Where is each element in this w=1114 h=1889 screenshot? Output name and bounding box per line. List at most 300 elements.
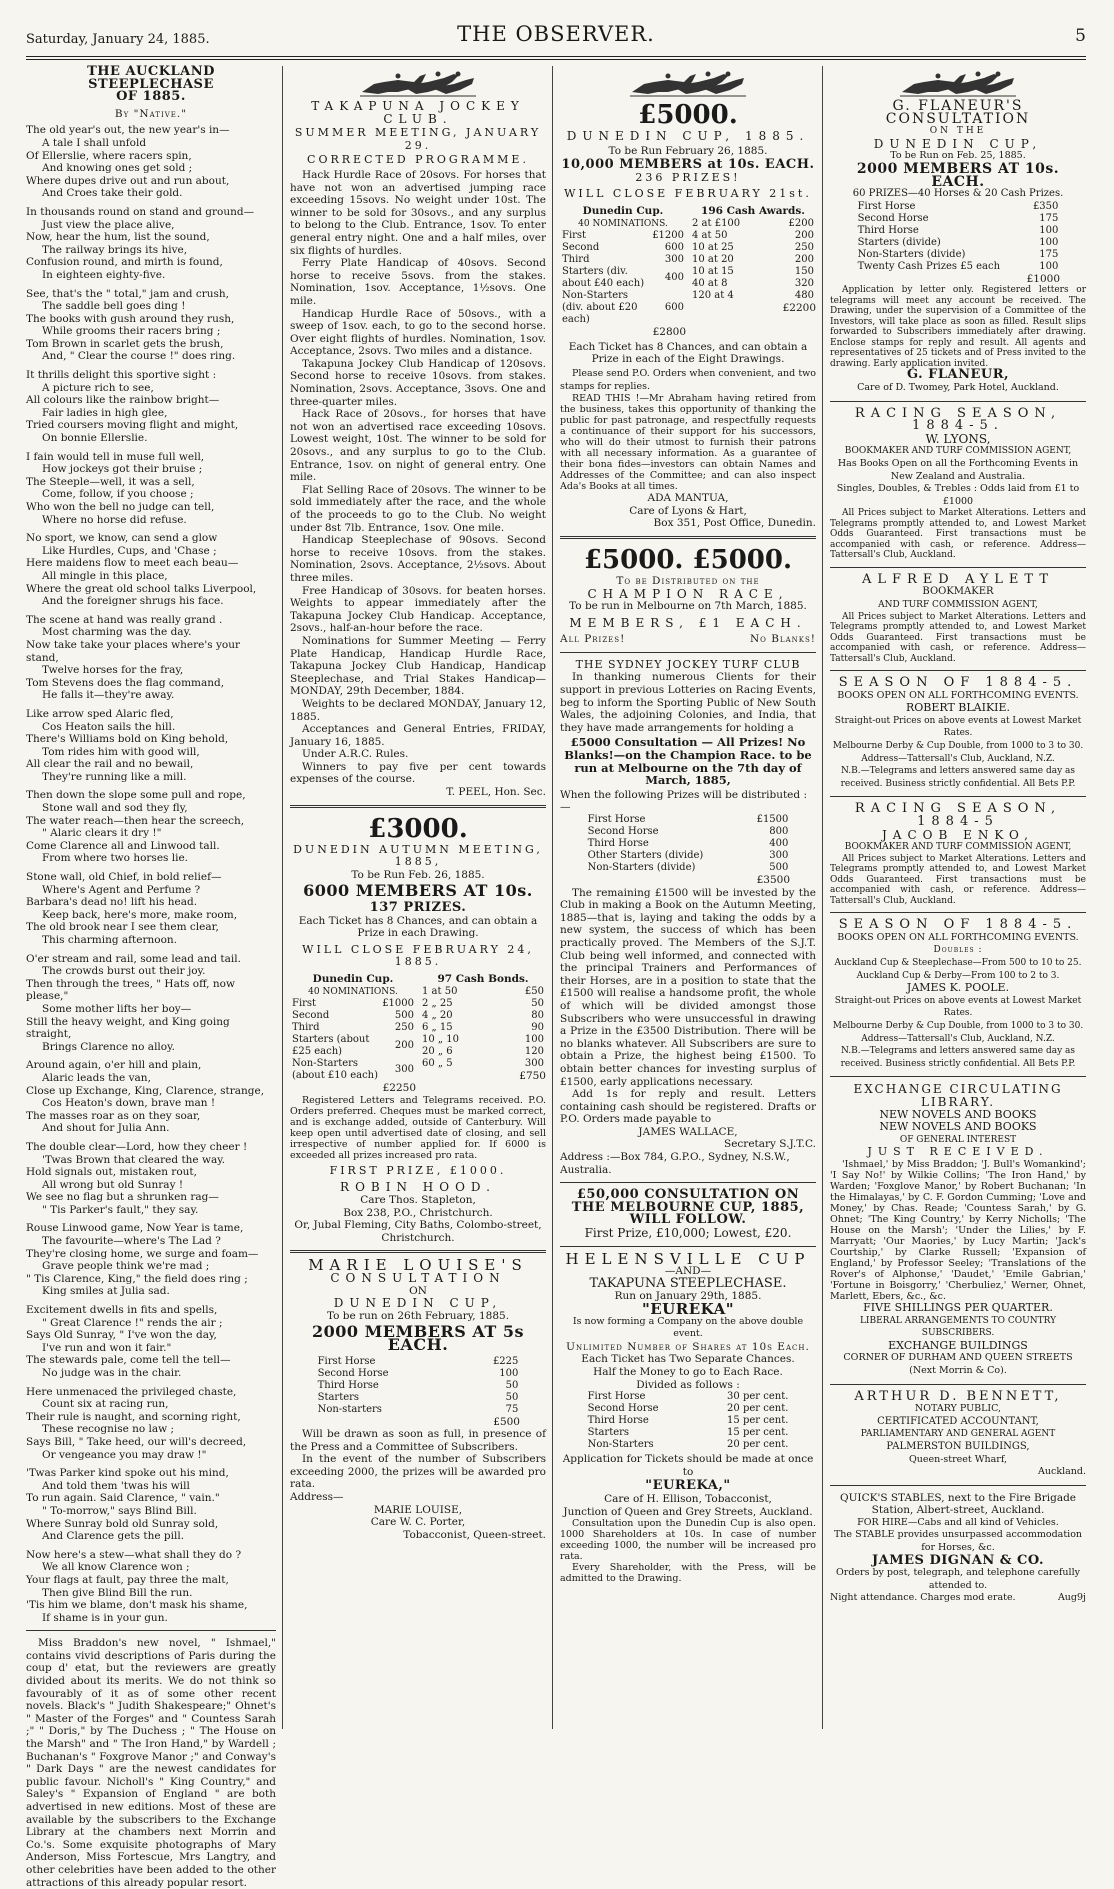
row-value: 200 <box>394 1040 414 1052</box>
table-row <box>560 242 686 254</box>
row-label: Third <box>292 1022 320 1034</box>
poem-line: " Alaric clears it dry !" <box>42 827 162 840</box>
cup-total: £2250 <box>382 1082 416 1095</box>
awards-table <box>690 218 816 302</box>
row-label: 10 at 25 <box>692 241 734 253</box>
poem-line: A tale I shall unfold <box>42 136 147 149</box>
row-label: Third <box>562 254 590 266</box>
prizes-137: 137 PRIZES. <box>369 900 467 916</box>
ml-address-label: Address— <box>290 1491 344 1504</box>
dunedin-cup-label: DUNEDIN CUP, <box>333 1296 503 1311</box>
column-divider <box>282 66 283 1729</box>
poem-line: See, that's the " total," jam and crush, <box>26 287 229 300</box>
race-notes <box>290 635 546 786</box>
cup-table <box>560 230 686 326</box>
poem-line: Here unmenaced the privileged chaste, <box>26 1385 237 1398</box>
sydney-when: When the following Prizes will be distributed :— <box>560 788 807 814</box>
members-6000: 6000 MEMBERS AT 10s. <box>303 881 533 901</box>
poem-byline: By "Native." <box>114 107 188 120</box>
table-row <box>316 1380 521 1392</box>
row-label: First <box>292 998 317 1010</box>
poem-line: Then give Blind Bill the run. <box>42 1586 193 1599</box>
row-label: 40 at 8 <box>692 277 728 289</box>
divider <box>830 567 1086 568</box>
season-2: SEASON OF 1884-5. <box>838 917 1078 933</box>
books-open-2: BOOKS OPEN ON ALL FORTHCOMING EVENTS. <box>837 931 1079 943</box>
table-row <box>690 242 816 254</box>
ml-prize-table <box>316 1356 521 1416</box>
table-row <box>586 850 791 862</box>
row-value: £350 <box>1032 200 1059 212</box>
champion-race: CHAMPION RACE, <box>587 586 789 601</box>
divider <box>560 1182 816 1183</box>
row-label: Non-Starters (divide) <box>857 248 966 260</box>
robin-alt: Or, Jubal Fleming, City Baths, Colombo-street, Christchurch. <box>294 1219 542 1244</box>
row-label: 2 „ 25 <box>422 997 453 1009</box>
poem-line: Some mother lifts her boy— <box>42 1002 192 1015</box>
table-row <box>856 261 1061 273</box>
poem-line: Who won the bell no judge can tell, <box>26 501 215 513</box>
table-row <box>690 266 816 278</box>
poem-line: All wrong but old Sunray ! <box>42 1178 184 1191</box>
row-label: 4 at 50 <box>692 229 728 241</box>
poem-line: King smiles at Julia sad. <box>42 1285 170 1298</box>
enko-prices: All Prices subject to Market Alterations. Letters and Telegrams promptly attended to, and Lowest Market Odds Guaranteed. First transactions must be accompanied with cash, or reference. Address—Tattersall's Club, Auckland. <box>830 853 1086 906</box>
row-value: 80 <box>531 1009 544 1021</box>
row-label: Second <box>292 1010 330 1022</box>
poem-line: Where's Agent and Perfume ? <box>42 883 201 896</box>
divider <box>290 805 546 808</box>
race-entry: Hack Race of 20sovs., for horses that have not won an advertised race exceeding 10sovs. Lowest weight, 10st. The winner to be sold for 20sovs., and any surplus to go to the Club. Entrance, 1sov. on night of general entry. One mile. <box>290 408 546 484</box>
poem-line: In thousands round on stand and ground— <box>26 205 255 218</box>
row-value: £50 <box>524 985 544 997</box>
row-label: 20 „ 6 <box>422 1045 453 1057</box>
table-row <box>316 1392 521 1404</box>
race-note: Weights to be declared MONDAY, January 12, 1885. <box>290 697 546 723</box>
row-label: Second <box>562 242 600 254</box>
poem-line: The stewards pale, come tell the tell— <box>26 1354 231 1367</box>
row-value: £1000 <box>382 998 414 1010</box>
and-label: —AND— <box>664 1265 712 1278</box>
blaikie-double: Melbourne Derby & Cup Double, from 1000 to 3 to 30. <box>832 741 1084 752</box>
melbourne-consultation: £50,000 CONSULTATION ON THE MELBOURNE CUP, 1885, WILL FOLLOW. <box>571 1187 805 1228</box>
poem-line: Most charming was the day. <box>42 626 192 639</box>
marie-louise-heading: MARIE LOUISE'S <box>308 1256 528 1275</box>
row-label: Starters <box>317 1391 360 1403</box>
poem-line: The railway brings its hive, <box>42 243 188 256</box>
new-novels-2: NEW NOVELS AND BOOKS <box>879 1120 1037 1134</box>
bonds-total: £750 <box>519 1069 546 1082</box>
row-value: 100 <box>1039 224 1059 236</box>
row-value: 75 <box>505 1403 519 1415</box>
poem-line: " Great Clarence !" rends the air ; <box>42 1316 223 1329</box>
poem-line: Around again, o'er hill and plain, <box>26 1059 202 1072</box>
race-note: Nominations for Summer Meeting — Ferry Plate Handicap, Handicap Hurdle Race, Takapuna Jockey Club Handicap, Handicap Steeplechase, and Trial Stakes Handicap—MONDAY, 29th December, 1884. <box>290 634 546 698</box>
poem-line: 'Twas Brown that cleared the way. <box>42 1153 226 1166</box>
table-row <box>290 1058 416 1082</box>
sydney-total: £3500 <box>756 874 790 886</box>
cup-heading: Dunedin Cup. <box>582 204 664 217</box>
table-row <box>560 290 686 326</box>
exchange-buildings: EXCHANGE BUILDINGS <box>888 1338 1028 1352</box>
poem-line: Where no horse did refuse. <box>42 513 187 526</box>
poem-line: Then down the slope some pull and rope, <box>26 789 246 802</box>
row-value: 120 <box>524 1045 544 1057</box>
table-row <box>290 1022 416 1034</box>
poem-line: No sport, we know, can send a glow <box>26 532 218 545</box>
row-label: 10 at 20 <box>692 253 734 265</box>
on-the: ON THE <box>929 126 987 137</box>
secretary: Secretary S.J.T.C. <box>724 1138 816 1151</box>
race-entry: Free Handicap of 30sovs. for beaten horses. Weights to appear immediately after the Takapuna Jockey Club Handicap. Acceptance, 2sovs., half-an-hour before the race. <box>290 584 546 635</box>
poem-line: The old brook near I see them clear, <box>26 921 219 934</box>
members-2000: 2000 MEMBERS AT 5s EACH. <box>311 1322 524 1354</box>
awards-total: £2200 <box>782 301 816 314</box>
row-label: Non-starters <box>317 1403 382 1415</box>
poem-line: I've run and won it fair." <box>42 1341 172 1354</box>
table-row <box>586 862 791 874</box>
poem-line: Excitement dwells in fits and spells, <box>26 1304 218 1317</box>
poem-line: And Croes take their gold. <box>42 187 183 200</box>
forming-company: Is now forming a Company on the above double event. <box>572 1315 804 1340</box>
ml-care: Care W. C. Porter, <box>370 1516 466 1529</box>
row-label: Starters (div. about £40 each) <box>562 266 645 290</box>
row-value: 200 <box>794 229 814 241</box>
race-entry: Handicap Steeplechase of 90sovs. Second horse to receive 10sovs. from the stakes. Nomination, 2sovs. Acceptance, 2½sovs. About three miles. <box>290 534 546 584</box>
poem-line: And, " Clear the course !" does ring. <box>42 350 236 363</box>
column-3 <box>560 66 816 1733</box>
table-row <box>420 1034 546 1046</box>
row-label: Starters (about £25 each) <box>292 1034 370 1058</box>
poem-line: Like arrow sped Alaric fled, <box>26 707 174 720</box>
poem-line: Now take take your places where's your stand, <box>26 638 240 664</box>
just-received: JUST RECEIVED. <box>867 1145 1049 1159</box>
dunedin-consultation: Consultation upon the Dunedin Cup is also open. 1000 Shareholders at 10s. In case of number exceeding 1000, the number will be increased pro rata. <box>560 1518 816 1563</box>
row-value: 480 <box>794 289 814 301</box>
row-value: 300 <box>769 850 789 861</box>
double-2: Auckland Cup & Derby—From 100 to 2 to 3. <box>856 970 1060 981</box>
poem-line: And Clarence gets the pill. <box>42 1530 185 1543</box>
poem-line: Stone wall, old Chief, in bold relief— <box>26 871 222 884</box>
ml-total: £500 <box>493 1415 520 1428</box>
double-1: Auckland Cup & Steeplechase—From 500 to 10 to 25. <box>834 958 1082 969</box>
race-list <box>290 169 546 635</box>
table-row <box>586 1415 791 1427</box>
poem-line: This charming afternoon. <box>42 934 178 946</box>
cup-table <box>290 998 416 1082</box>
poem-line: Grave people think we're mad ; <box>42 1260 210 1273</box>
row-label: 10 „ 10 <box>422 1033 459 1045</box>
sydney-prize-table <box>586 814 791 874</box>
masthead <box>26 18 1086 54</box>
row-label: First Horse <box>587 814 646 825</box>
robin-box: Box 238, P.O., Christchurch. <box>343 1206 493 1219</box>
row-label: Second Horse <box>587 1403 659 1415</box>
row-value: 20 per cent. <box>727 1439 789 1451</box>
row-value: 600 <box>664 302 684 314</box>
poem-line: On bonnie Ellerslie. <box>42 432 148 445</box>
poem-line: I fain would tell in muse full well, <box>26 450 205 463</box>
alfred-aylett: ALFRED AYLETT <box>861 571 1055 587</box>
divider <box>290 1250 546 1253</box>
table-row <box>316 1404 521 1416</box>
race-entry: Takapuna Jockey Club Handicap of 120sovs. Second horse to receive 10sovs. from stakes. Nomination, 2sovs. Acceptance, 3sovs. One and three-quarter miles. <box>290 357 546 408</box>
row-label: Other Starters (divide) <box>587 850 704 861</box>
row-value: 300 <box>394 1064 414 1076</box>
members-2000-10s: 2000 MEMBERS AT 10s. EACH. <box>856 160 1060 190</box>
distributed: To be Distributed on the <box>616 574 760 587</box>
james-wallace: JAMES WALLACE, <box>638 1125 738 1138</box>
consultation-label: CONSULTATION <box>330 1270 506 1285</box>
close-feb: WILL CLOSE FEBRUARY 21st. <box>564 187 812 201</box>
table-row <box>690 218 816 230</box>
poem-line: While grooms their racers bring ; <box>42 325 221 338</box>
poem-line: Barbara's dead no! lift his head. <box>26 896 198 909</box>
next-morrin: (Next Morrin & Co). <box>909 1364 1007 1376</box>
table-row <box>856 225 1061 237</box>
poem-line: O'er stream and rail, some lead and tail. <box>26 952 241 965</box>
racing-horses-icon <box>898 68 1018 98</box>
row-value: 100 <box>1039 260 1059 272</box>
table-row <box>586 814 791 826</box>
summer-meeting: SUMMER MEETING, JANUARY 29. <box>294 126 542 152</box>
ada-care: Care of Lyons & Hart, <box>629 504 747 517</box>
poem-line: 'Tis him we blame, don't mask his shame, <box>26 1599 248 1612</box>
divider <box>830 401 1086 402</box>
divider <box>560 1246 816 1247</box>
close-date: WILL CLOSE FEBRUARY 24, 1885. <box>302 942 534 969</box>
aylett-prices: All Prices subject to Market Alterations. Letters and Telegrams promptly attended to, and Lowest Market Odds Guaranteed. First transactions must be accompanied with cash, or reference. Address—Tattersall's Club, Auckland. <box>830 611 1086 664</box>
application-note: Application for Tickets should be made at once to <box>562 1453 814 1478</box>
members-10000: 10,000 MEMBERS at 10s. EACH. <box>561 157 815 173</box>
dunedin-autumn: DUNEDIN AUTUMN MEETING, 1885, <box>293 842 543 869</box>
row-value: 500 <box>769 862 789 873</box>
poem-line: How jockeys got their bruise ; <box>42 463 203 476</box>
run-february: To be Run February 26, 1885. <box>608 144 768 157</box>
row-label: Third Horse <box>587 838 649 849</box>
poem-line: " Tis Clarence, King," the field does ring ; <box>26 1272 248 1285</box>
row-value: 50 <box>505 1391 519 1403</box>
members-1-each: MEMBERS, £1 EACH. <box>569 615 807 630</box>
racing-season-2: RACING SEASON, 1884-5 <box>854 801 1062 829</box>
poem-line: From where two horses lie. <box>42 852 189 865</box>
helensville-cup: HELENSVILLE CUP <box>565 1249 811 1268</box>
row-label: Non-Starters (about £10 each) <box>292 1058 379 1082</box>
corrected-programme: CORRECTED PROGRAMME. <box>307 153 529 167</box>
books-open-1: BOOKS OPEN ON ALL FORTHCOMING EVENTS. <box>837 689 1079 701</box>
row-label: First Horse <box>857 200 916 212</box>
new-novels-1: NEW NOVELS AND BOOKS <box>879 1107 1037 1121</box>
lyons-prices: All Prices subject to Market Alterations. Letters and Telegrams promptly attended to, and Lowest Market Odds Guaranteed. First transactions must be accompanied with cash, or reference. Address—Tattersall's Club, Auckland. <box>830 508 1086 561</box>
poem-line: Cos Heaton's down, brave man ! <box>42 1097 216 1110</box>
row-label: Third Horse <box>317 1379 379 1391</box>
poem-title: THE AUCKLAND STEEPLECHASE <box>87 64 215 92</box>
table-row <box>586 826 791 838</box>
poem-line: We see no flag but a shrunken rag— <box>26 1191 219 1204</box>
row-label: First Horse <box>587 1391 646 1403</box>
table-row <box>690 290 816 302</box>
divider <box>830 796 1086 797</box>
poem-line: All clear the rail and no bewail, <box>26 758 194 771</box>
dunedin-run-date: To be Run Feb. 26, 1885. <box>351 868 485 881</box>
row-value: 20 per cent. <box>727 1403 789 1415</box>
bonds-table <box>420 986 546 1070</box>
row-label: Second Horse <box>317 1367 389 1379</box>
prizes-236: 236 PRIZES! <box>635 170 741 184</box>
row-value: 100 <box>1039 236 1059 248</box>
divider <box>830 1485 1086 1486</box>
poem-line: And shout for Julia Ann. <box>42 1122 170 1135</box>
bookmaker-1: BOOKMAKER AND TURF COMMISSION AGENT, <box>844 446 1072 457</box>
row-label: 120 at 4 <box>692 289 734 301</box>
awards-heading: 196 Cash Awards. <box>701 204 805 217</box>
race-entry: Hack Hurdle Race of 20sovs. For horses that have not won an advertised jumping race exceeding 15sovs. No weight under 10st. The winner to be sold for 30sovs., and any surplus to belong to the Club. Entrance, 1sov. To enter general entry night. One and a half miles, over six flights of hurdles. <box>290 168 546 257</box>
poem-line: If shame is in your gun. <box>42 1611 168 1624</box>
season-1: SEASON OF 1884-5. <box>838 675 1078 691</box>
lyons-books: Has Books Open on all the Forthcoming Events in New Zealand and Australia. <box>837 457 1079 482</box>
divider <box>26 1630 276 1631</box>
poem-line: The crowds burst out their joy. <box>42 965 206 978</box>
poem-line: Like Hurdles, Cups, and 'Chase ; <box>42 544 217 557</box>
bookmaker-2: AND TURF COMMISSION AGENT, <box>878 599 1038 610</box>
poem-line: Count six at racing run, <box>42 1398 169 1411</box>
send-orders: Please send P.O. Orders when convenient, and two stamps for replies. <box>560 367 816 392</box>
poem-line: Your flags at fault, pay three the malt, <box>26 1573 229 1586</box>
table-row <box>420 1022 546 1034</box>
junction: Junction of Queen and Grey Streets, Auckland. <box>563 1505 813 1518</box>
poem-line: Tom rides him with good will, <box>42 745 200 758</box>
poem-line: They're closing home, we surge and foam— <box>26 1247 259 1260</box>
exchange-library: EXCHANGE CIRCULATING LIBRARY. <box>853 1082 1063 1109</box>
poem-line: The books with gush around they rush, <box>26 312 235 325</box>
table-row <box>420 1058 546 1070</box>
race-entry: Flat Selling Race of 20sovs. The winner to be sold immediately after the race, and the whole of the proceeds to go to the Club. No weight under 8st 7lb. Entrance, 1sov. One mile. <box>290 483 546 534</box>
night-attendance: Night attendance. Charges mod erate. <box>830 1592 1016 1604</box>
poole-double: Melbourne Derby & Cup Double, from 1000 to 3 to 30. <box>832 1021 1084 1032</box>
orders-note: Orders by post, telegraph, and telephone carefully attended to. <box>836 1567 1080 1591</box>
table-row <box>420 1010 546 1022</box>
newspaper-title: THE OBSERVER. <box>457 22 655 46</box>
poem-line: He falls it—they're away. <box>42 689 175 702</box>
ml-event: In the event of the number of Subscribers exceeding 2000, the prizes will be awarded pro rata. <box>290 1453 546 1491</box>
row-value: 100 <box>524 1033 544 1045</box>
table-row <box>420 998 546 1010</box>
table-row <box>316 1356 521 1368</box>
first-prize-1000: FIRST PRIZE, £1000. <box>329 1163 507 1177</box>
poem-line: It thrills delight this sportive sight : <box>26 369 217 382</box>
column-2 <box>290 66 546 1733</box>
two-chances: Each Ticket has Two Separate Chances. <box>581 1353 795 1366</box>
poem-line: Twelve horses for the fray, <box>42 664 184 677</box>
row-value: 250 <box>794 241 814 253</box>
poem-line: Their rule is naught, and scorning right, <box>26 1410 241 1423</box>
cup-heading: Dunedin Cup. <box>312 973 394 985</box>
column-divider <box>552 66 553 1729</box>
row-label: Third Horse <box>857 224 919 236</box>
poem-line: Come Clarence all and Linwood tall. <box>26 839 220 852</box>
sydney-bold: £5000 Consultation — All Prizes! No Blanks!—on the Champion Race. to be run at Melbourne on the 7th day of March, 1885, <box>564 735 812 788</box>
blaikie-address: Address—Tattersall's Club, Auckland, N.Z. <box>861 753 1055 764</box>
row-value: 600 <box>664 242 684 254</box>
poem-line: The favourite—where's The Lad ? <box>42 1235 221 1248</box>
cup-nominations: 40 NOMINATIONS. <box>578 218 668 229</box>
row-label: 10 at 15 <box>692 265 734 277</box>
table-row <box>316 1368 521 1380</box>
flaneur-total: £1000 <box>1026 272 1060 285</box>
aug-mark: Aug9j <box>1057 1592 1086 1604</box>
row-value: 300 <box>664 254 684 266</box>
race-entry: Ferry Plate Handicap of 40sovs. Second horse to receive 5sovs. from the stakes. Nomination, 1sov. Acceptance, 1½sovs. One mile. <box>290 257 546 307</box>
row-label: Non-Starters <box>587 1439 654 1451</box>
row-value: 15 per cent. <box>727 1415 789 1427</box>
row-value: 175 <box>1039 212 1059 224</box>
row-label: First Horse <box>317 1355 376 1367</box>
braddon-paragraph: Miss Braddon's new novel, " Ishmael," contains vivid descriptions of Paris during the coup d' etat, but the reviewers are greatly divided about its merits. We do not think so favourably of it as of some other recent novels. Black's " Judith Shakespeare;" Ohnet's " Master of the Forges" and " Countess Sarah ;" " Doris," by The Duchess ; " The House on the Marsh" and " The Iron Hand," by Wardell ; Buchanan's " Foxgrove Manor ;" and Conway's " Dark Days " are the newest candidates for public favour. Nicholl's " King Country," and Saley's " Expansion of England " are both advertised in new editions. Most of these are available by the subscribers to the Exchange Library at the chambers next Morrin and Co.'s. Some exquisite photographs of Mary Anderson, Miss Fortescue, Mrs Langtry, and other celebrities have been added to the other attractions of this already popular resort. <box>26 1637 276 1889</box>
registered-letters: Registered Letters and Telegrams received. P.O. Orders preferred. Cheques must be marked correct, and is exchange added, outside of Canterbury. Will keep open until advertised date of closing, and sell irrespective of number applied for. If 6000 is exceeded all prizes increased pro rata. <box>290 1094 546 1161</box>
poem-line: No judge was in the chair. <box>42 1367 182 1379</box>
table-row <box>856 237 1061 249</box>
poole-nb: N.B.—Telegrams and letters answered same day as received. Business strictly confidential. All Bets P.P. <box>840 1046 1076 1069</box>
column-4 <box>830 66 1086 1733</box>
poem-line: Says Old Sunray, " I've won the day, <box>26 1329 217 1342</box>
no-blanks: No Blanks! <box>749 633 816 646</box>
blaikie-prices: Straight-out Prices on above events at Lowest Market Rates. <box>834 715 1082 739</box>
row-label: 2 at £100 <box>692 217 741 229</box>
sydney-jockey-heading: THE SYDNEY JOCKEY TURF CLUB <box>575 657 801 671</box>
bonds-heading: 97 Cash Bonds. <box>437 973 529 985</box>
ticket-note: Each Ticket has 8 Chances, and can obtain a Prize in each of the Eight Drawings. <box>568 340 808 366</box>
table-row <box>586 1427 791 1439</box>
row-value: 30 per cent. <box>727 1391 789 1403</box>
poem-line: Where the great old school talks Liverpool, <box>26 582 257 595</box>
poem-line: Brings Clarence no alloy. <box>42 1040 175 1053</box>
poole-address: Address—Tattersall's Club, Auckland, N.Z. <box>861 1033 1055 1044</box>
racing-season-1: RACING SEASON, 1884-5. <box>854 405 1062 434</box>
eureka-table <box>586 1391 791 1451</box>
dunedin-cup: DUNEDIN CUP, <box>873 136 1043 151</box>
ml-run-date: To be run on 26th February, 1885. <box>326 1309 510 1322</box>
table-row <box>586 1439 791 1451</box>
poem-line: Close up Exchange, King, Clarence, strange, <box>26 1084 265 1097</box>
poem-line: The masses roar as on they soar, <box>26 1109 201 1122</box>
on-label: ON <box>409 1284 427 1297</box>
row-label: Twenty Cash Prizes £5 each <box>857 260 1001 272</box>
row-label: First <box>562 230 587 242</box>
poem-line: The scene at hand was really grand . <box>26 613 223 626</box>
prize-blank-row <box>560 633 816 646</box>
row-label: 1 at 50 <box>422 985 458 997</box>
jacob-enko: JACOB ENKO, <box>882 827 1034 842</box>
poem-line: The Steeple—well, it was a sell, <box>26 475 195 488</box>
takapuna-heading: TAKAPUNA JOCKEY CLUB. <box>311 99 525 126</box>
sydney-address: Address :—Box 784, G.P.O., Sydney, N.S.W., Australia. <box>560 1151 790 1176</box>
aylett-bookmaker: BOOKMAKER <box>922 586 994 598</box>
unlimited-shares: Unlimited Number of Shares at 10s Each. <box>566 1340 810 1353</box>
poole-prices: Straight-out Prices on above events at Lowest Market Rates. <box>834 995 1082 1019</box>
robin-care: Care Thos. Stapleton, <box>360 1193 476 1206</box>
ellison: Care of H. Ellison, Tobacconist, <box>604 1492 772 1505</box>
row-label: 4 „ 20 <box>422 1009 453 1021</box>
book-list: 'Ishmael,' by Miss Braddon; 'J. Bull's Womankind'; 'I Say No!' by Wilkie Collins; 'The Iron Hand,' by Warden; 'Foxglove Manor,' by Robert Buchanan; 'In the Himalayas,' by C. F. Gordon Cumming; 'Love and Money,' by Chas. Reade; 'Countess Sarah,' by G. Ohnet; 'The King Country,' by Kerry Nicholls; 'The House on the Marsh'; 'Under the Lilies,' by F. Marryatt; 'Our Maories,' by Lucy Martin; 'Jack's Courtship,' by Clarke Russell; 'Expansion of England,' by Professor Seeley; 'Translations of the Rover's of Alphonse,' 'Daudet,' 'Emile Gabrian,' 'Fortune in Boisgorry,' 'Cherbuliez,' Werner, Ohnet, Marlett, Ebers, &c., &c. <box>830 1158 1086 1302</box>
race-note: Under A.R.C. Rules. <box>302 748 409 761</box>
eureka-address: "EUREKA," <box>645 1478 731 1494</box>
table-row <box>856 201 1061 213</box>
page-number: 5 <box>1075 26 1086 46</box>
issue-date: Saturday, January 24, 1885. <box>26 32 210 47</box>
row-label: Non-Starters (div. about £20 each) <box>562 290 638 326</box>
big-5000: £5000. <box>638 100 738 130</box>
divider <box>830 670 1086 671</box>
